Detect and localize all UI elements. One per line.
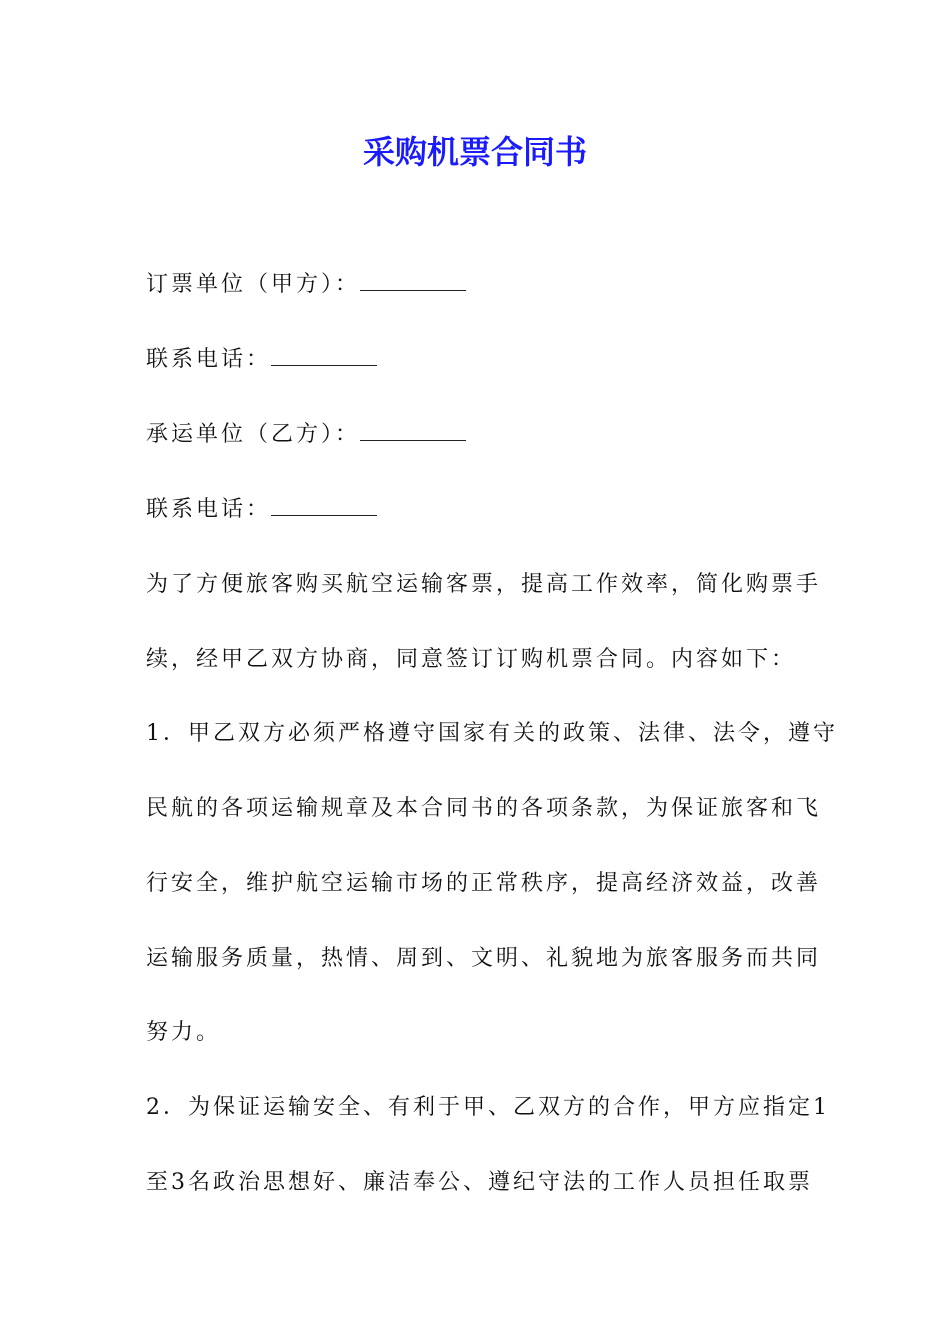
body-line: 努力。 bbox=[146, 1020, 222, 1045]
party-b-phone-label: 联系电话： bbox=[146, 497, 272, 522]
party-b-phone-blank[interactable] bbox=[271, 493, 377, 516]
party-b-label: 承运单位（乙方）： bbox=[146, 422, 361, 447]
body-line: 民航的各项运输规章及本合同书的各项条款，为保证旅客和飞 bbox=[146, 796, 822, 821]
party-a-phone-label: 联系电话： bbox=[146, 347, 272, 372]
party-b-field bbox=[146, 418, 816, 452]
body-line: 2．为保证运输安全、有利于甲、乙双方的合作，甲方应指定1 bbox=[146, 1095, 830, 1120]
party-a-label: 订票单位（甲方）： bbox=[146, 272, 361, 297]
body-line: 续，经甲乙双方协商，同意签订订购机票合同。内容如下： bbox=[146, 647, 797, 672]
party-a-phone-blank[interactable] bbox=[271, 343, 377, 366]
document-title: 采购机票合同书 bbox=[362, 133, 587, 171]
body-line: 运输服务质量，热情、周到、文明、礼貌地为旅客服务而共同 bbox=[146, 946, 822, 971]
party-a-phone-field bbox=[146, 343, 816, 377]
party-b-phone-field bbox=[146, 493, 816, 527]
party-b-blank[interactable] bbox=[360, 418, 466, 441]
body-line: 行安全，维护航空运输市场的正常秩序，提高经济效益，改善 bbox=[146, 871, 822, 896]
party-a-blank[interactable] bbox=[360, 268, 466, 291]
party-a-field bbox=[146, 268, 816, 302]
body-line: 为了方便旅客购买航空运输客票，提高工作效率，简化购票手 bbox=[146, 572, 822, 597]
body-line: 至3名政治思想好、廉洁奉公、遵纪守法的工作人员担任取票 bbox=[146, 1170, 813, 1195]
body-line: 1．甲乙双方必须严格遵守国家有关的政策、法律、法令，遵守 bbox=[146, 721, 838, 746]
